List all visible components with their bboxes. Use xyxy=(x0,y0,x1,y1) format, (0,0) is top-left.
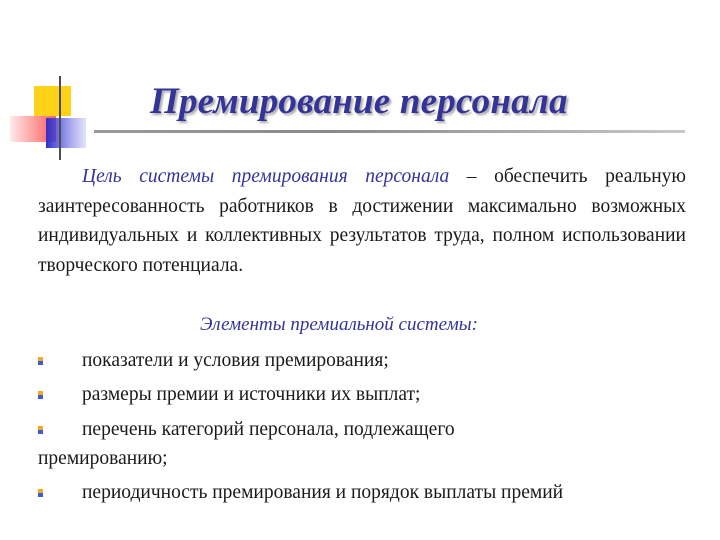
list-item-text: размеры премии и источники их выплат; xyxy=(82,384,421,405)
two-tone-square-bullet-icon xyxy=(38,391,43,399)
goal-paragraph xyxy=(38,162,686,280)
list-item-text: перечень категорий персонала, подлежащего xyxy=(82,419,455,440)
goal-term: Цель системы премирования персонала xyxy=(82,166,450,187)
goal-text: – обеспечить реальную заинтересованность работников в достижении максимально возможных индивидуальных и коллективных результатов труда, полном использовании творческого потенциала. xyxy=(38,166,686,276)
list-item-text: показатели и условия премирования; xyxy=(82,350,389,371)
slide-title: Премирование персонала xyxy=(150,81,568,122)
list-item xyxy=(38,415,686,473)
list-item xyxy=(38,346,686,375)
two-tone-square-bullet-icon xyxy=(38,357,43,365)
list-item xyxy=(38,478,686,507)
list-item-text-continued: премированию; xyxy=(38,448,168,469)
list-item xyxy=(38,380,686,409)
title-underline xyxy=(94,130,685,133)
corner-squares-decoration-icon xyxy=(0,0,120,170)
elements-subtitle: Элементы премиальной системы: xyxy=(200,314,478,335)
elements-list xyxy=(38,346,686,507)
list-item-text: периодичность премирования и порядок выплаты премий xyxy=(82,482,564,503)
two-tone-square-bullet-icon xyxy=(38,489,43,497)
two-tone-square-bullet-icon xyxy=(38,426,43,434)
